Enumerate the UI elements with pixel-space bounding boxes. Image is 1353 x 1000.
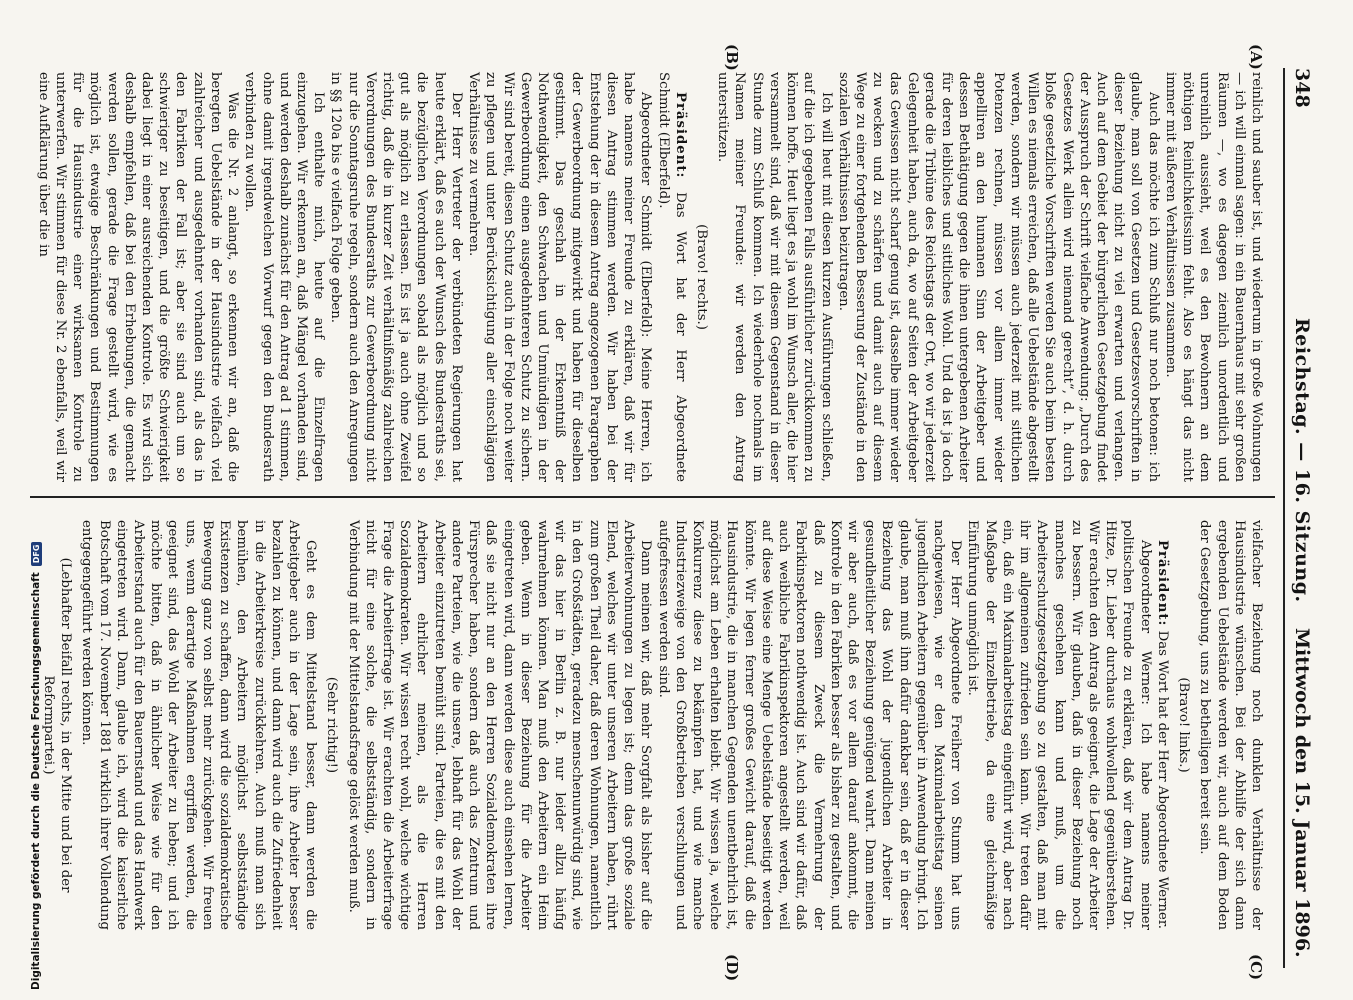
running-head: Reichstag. — 16. Sitzung. — [1291, 318, 1313, 603]
paragraph: Der Herr Abgeordnete Freiherr von Stumm hat uns nachgewiesen, wie er den Maximalarbeitstag seinen jugendlichen Arbeitern gegenüber in Anwendung bringt. Ich glaube, man muß ihm dafür dankbar sein, daß er in dieser Beziehung das Wohl der jugendlichen Arbeiter in gesundheitlicher Beziehung genügend wahrt. Dann meinen wir aber auch, daß es vor allem darauf ankommt, die Kontrole in den Fabriken besser als bisher zu gestalten, und daß zu diesem Zweck die Vermehrung der Fabrikinspektoren nothwendig ist. Auch sind wir dafür, daß auch weibliche Fabrikinspektoren angestellt werden, weil auf diese Weise eine Menge Uebelstände beseitigt werden könnte. Wir legen ferner großes Gewicht darauf, daß die Hausindustrie, die in manchen Gegenden unentbehrlich ist, möglichst am Leben erhalten bleibt. Wir wissen ja, welche Konkurrenz diese zu bekämpfen hat, und wie manche Industriezweige von den Großbetrieben verschlungen und aufgefressen werden sind. — [655, 520, 964, 930]
digitization-credit — [3, 544, 42, 990]
paragraph: Abgeordneter Werner: Ich habe namens meiner politischen Freunde zu erklären, daß wir dem Antrag Dr. Hitze, Dr. Lieber durchaus wohlwollend gegenüberstehen. Wir erachten den Antrag als geeignet, die Lage der Arbeiter zu bessern. Wir glauben, daß in dieser Beziehung noch manches geschehen kann und muß, um die Arbeiterschutzgesetzgebung so zu gestalten, daß man mit ihr im allgemeinen zufrieden sein kann. Wir treten dafür ein, daß ein Maximalarbeitstag eingeführt wird, aber nach Maßgabe der Einzelbetriebe, da eine gleichmäßige Einführung unmöglich ist. — [965, 520, 1153, 930]
page-number: 348 — [1291, 68, 1313, 108]
interjection-note: (Sehr richtig!) — [324, 676, 340, 774]
paragraph: Auch das möchte ich zum Schluß nur noch betonen: ich glaube, man soll von Gesetzen und Gesetzesvorschriften in dieser Beziehung nicht zu viel erwarten und verlangen. Auch auf dem Gebiet der bürgerlichen Gesetzgebung findet der Ausspruch der Schrift vielfache Anwendung: „Durch des Gesetzes Werk allein wird niemand gerecht“, d. h. durch bloße gesetzliche Vorschriften werden Sie auch beim besten Willen es niemals erreichen, daß alle Uebelstände abgestellt werden, sondern wir müssen auch jederzeit mit sittlichen Potenzen rechnen, müssen vor allem immer wieder appelliren an den humanen Sinn der Arbeitgeber und dessen Bethätigung gegen die ihnen untergebenen Arbeiter für deren leibliches und sittliches Wohl. Und da ist ja doch gerade die Tribüne des Reichstags der Ort, wo wir jederzeit Gelegenheit haben, auch da, wo auf Seiten der Arbeitgeber das Gewissen nicht scharf genug ist, dasselbe immer wieder zu wecken und zu schärfen und damit auch auf diesem Wege zu einer fortgehenden Besserung der Zustände in den sozialen Verhältnissen beizutragen. — [835, 72, 1161, 482]
dfg-logo: DFG — [31, 542, 42, 567]
paragraph: Der Herr Vertreter der verbündeten Regierungen hat heute erklärt, daß es auch der Wunsch des Bundesraths sei, die bezüglichen Verordnungen sobald als möglich und so gut als möglich zu erlassen. Es ist ja auch ohne Zweifel richtig, daß die in kurzer Zeit verhältnißmäßig zahlreichen Verordnungen des Bundesraths zur Gewerbeordnung nicht nur die Sonntagsruhe regeln, sondern auch den Anregungen in §§ 120a bis e vielfach Folge geben. — [328, 72, 464, 482]
paragraph: Abgeordneter Schmidt (Elberfeld): Meine Herren, ich habe namens meiner Freunde zu erklären, daß wir für diesen Antrag stimmen werden. Wir haben bei der Entstehung der in diesem Antrag angezogenen Paragraphen der Gewerbeordnung mitgewirkt und haben für dieselben gestimmt. Das geschah in der Erkenntniß der Nothwendigkeit, den Schwachen und Unmündigen in der Gewerbeordnung einen ausgedehnteren Schutz zu sichern. Wir sind bereit, diesen Schutz auch in der Folge noch weiter zu pflegen und unter Berücksichtigung aller einschlägigen Verhältnisse zu vermehren. — [466, 72, 654, 482]
column-divider — [30, 496, 1275, 498]
page-header — [1283, 68, 1317, 968]
paragraph — [654, 72, 688, 482]
credit-text: Digitalisierung gefördert durch die Deutsche Forschungsgemeinschaft — [30, 572, 42, 990]
session-date: Mittwoch den 15. Januar 1896. — [1291, 628, 1313, 958]
speaker-label: Präsident: — [672, 92, 688, 179]
margin-marker-b: (B) — [723, 44, 741, 71]
paragraph — [1154, 520, 1171, 930]
right-column — [36, 520, 1265, 930]
paragraph: Geht es dem Mittelstand besser, dann werden die Arbeitgeber auch in der Lage sein, ihre Arbeiter besser bezahlen zu können, und dann wird auch die Zufriedenheit in die Arbeiterkreise zurückkehren. Auch muß man sich bemühen, den Arbeitern möglichst selbstständige Existenzen zu schaffen, dann wird die sozialdemokratische Bewegung ganz von selbst mehr zurückgehen. Wir freuen uns, wenn derartige Maßnahmen ergriffen werden, die geeignet sind, das Wohl der Arbeiter zu heben; und ich möchte bitten, daß in ähnlicher Weise wie für den Arbeiterstand auch für den Bauernstand und das Handwerk eingetreten wird. Dann, glaube ich, wird die kaiserliche Botschaft vom 17. November 1881 wirklich ihrer Vollendung entgegengeführt werden können. — [79, 520, 319, 930]
margin-marker-a: (A) — [1247, 44, 1265, 70]
paragraph: Ich enthalte mich, heute auf die Einzelfragen einzugehen. Wir erkennen an, daß Mängel vorhanden sind, und werden deshalb zunächst für den Antrag ad 1 stimmen, ohne damit irgendwelchen Vorwurf gegen den Bundesrath verbinden zu wollen. — [242, 72, 327, 482]
applause-note: (Bravo! links.) — [1176, 677, 1192, 773]
speaker-text: Das Wort hat der Herr Abgeordnete Werner. — [1154, 630, 1170, 929]
left-column — [34, 72, 1265, 482]
margin-marker-d: (D) — [723, 954, 741, 982]
applause-note: (Lebhafter Beifall rechts, in der Mitte und bei der Reformpartei.) — [40, 557, 74, 893]
applause-note: (Bravo! rechts.) — [694, 224, 709, 330]
paragraph: Ich will heut mit diesen kurzen Ausführungen schließen, auf die ich gegebenen Falls ausführlicher zurückkommen zu können hoffe. Heut liegt es ja wohl im Wunsch aller, die hier versammelt sind, daß wir mit diesem Gegenstand in dieser Stunde zum Schluß kommen. Ich wiederhole nochmals im Namen meiner Freunde: wir werden den Antrag unterstützen. — [715, 72, 834, 482]
margin-marker-c: (C) — [1247, 954, 1265, 981]
paragraph: reinlich und sauber ist, und wiederum in große Wohnungen — ich will einmal sagen: in ein Bauernhaus mit sehr großen Räumen —, wo es dagegen ziemlich unordentlich und unreinlich aussieht, weil es den Bewohnern an dem nöthigen Reinlichkeitssinn fehlt. Also es hängt das nicht immer mit äußeren Verhältnissen zusammen. — [1162, 72, 1264, 482]
speaker-text: Das Wort hat der Herr Abgeordnete Schmidt (Elberfeld). — [655, 72, 688, 482]
paragraph: vielfacher Beziehung noch dunklen Verhältnisse der Hausindustrie wünschen. Bei der Abhilfe der sich dann ergebenden Uebelstände werden wir, auch auf dem Boden der Gesetzgebung, uns zu betheiligen bereit sein. — [1197, 520, 1264, 930]
paragraph: Was die Nr. 2 anlangt, so erkennen wir an, daß die beregten Uebelstände in der Hausindustrie vielfach viel zahlreicher und ausgedehnter vorhanden sind, als das in den Fabriken der Fall ist; aber sie sind auch um so schwieriger zu beseitigen, und die größte Schwierigkeit dabei liegt in einer ausreichenden Kontrole. Es wird sich deshalb empfehlen, daß bei den Erhebungen, die gemacht werden sollen, gerade die Frage gestellt wird, wie es möglich ist, etwaige Beschränkungen und Bestimmungen für die Hausindustrie einer wirksamen Kontrole zu unterwerfen. Wir stimmen für diese Nr. 2 ebenfalls, weil wir eine Aufklärung über die in — [35, 72, 241, 482]
paragraph: Dann meinen wir, daß mehr Sorgfalt als bisher auf die Arbeiterwohnungen zu legen ist; denn das große soziale Elend, welches wir unter unseren Arbeitern haben, rührt zum großen Theil daher, daß deren Wohnungen, namentlich in den Großstädten, geradezu menschenunwürdig sind, wie wir das hier in Berlin z. B. nur leider allzu häufig wahrnehmen können. Man muß den Arbeitern ein Heim geben. Wenn in dieser Beziehung für die Arbeiter eingetreten wird, dann werden diese auch einsehen lernen, daß sie nicht nur an den Herren Sozialdemokraten ihre Fürsprecher haben, sondern daß auch das Zentrum und andere Parteien, wie die unsere, lebhaft für das Wohl der Arbeiter einzutreten bemüht sind. Parteien, die es mit den Arbeitern ehrlicher meinen, als die Herren Sozialdemokraten. Wir wissen recht wohl, welche wichtige Frage die Arbeiterfrage ist. Wir erachten die Arbeiterfrage nicht für eine solche, die selbstständig, sondern in Verbindung mit der Mittelstandsfrage gelöst werden muß. — [345, 520, 654, 930]
speaker-label: Präsident: — [1154, 540, 1170, 627]
